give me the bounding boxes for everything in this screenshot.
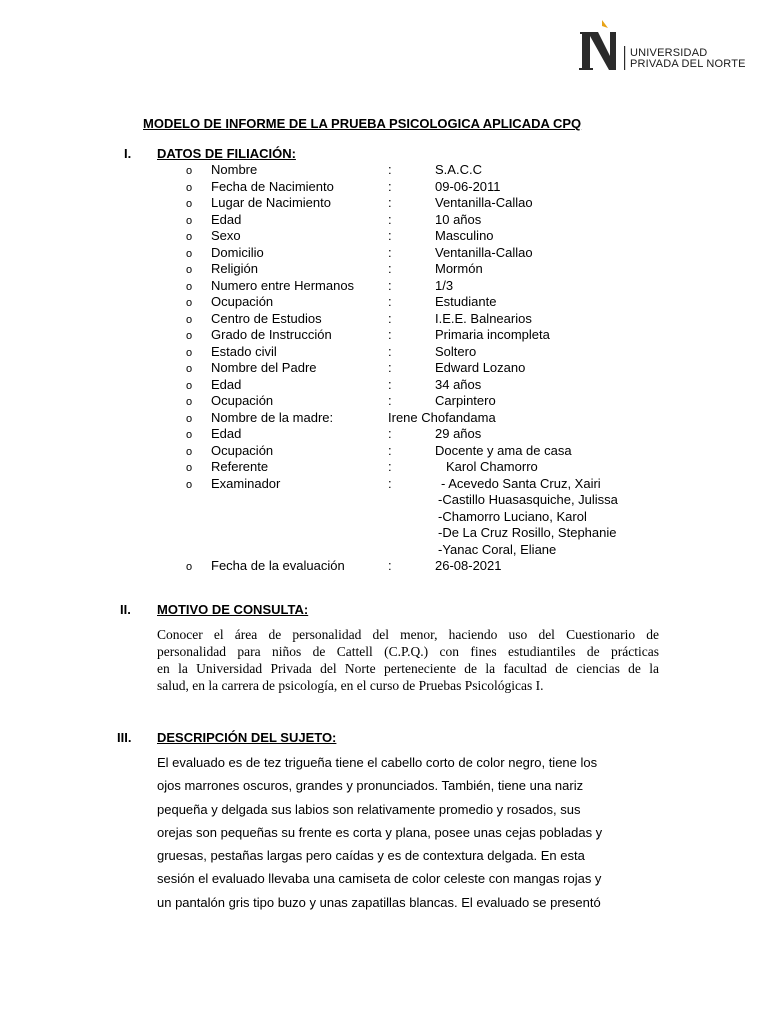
bullet-icon: o <box>186 429 193 441</box>
field-value: Soltero <box>435 343 477 359</box>
field-value: I.E.E. Balnearios <box>435 310 532 326</box>
logo-wordmark <box>630 48 746 70</box>
field-value: Mormón <box>435 261 483 276</box>
section-3-title: DESCRIPCIÓN DEL SUJETO: <box>157 730 337 745</box>
bullet-icon: o <box>186 181 193 194</box>
field-value: Ventanilla-Callao <box>435 244 533 260</box>
field-edad-madre <box>186 426 706 443</box>
field-colon: : <box>388 475 392 491</box>
field-colon: : <box>388 459 392 474</box>
section-2-number: II. <box>120 602 131 617</box>
field-label: Ocupación <box>211 294 274 309</box>
field-colon: : <box>388 327 392 342</box>
field-value: 09-06-2011 <box>435 178 501 194</box>
section-1-title: DATOS DE FILIACIÓN: <box>157 146 296 161</box>
paragraph-line: sesión el evaluado llevaba una camiseta de color celeste con mangas rojas y <box>157 871 602 887</box>
field-colon: : <box>388 277 392 293</box>
examiner-continued <box>186 525 706 542</box>
field-colon: : <box>388 294 392 309</box>
field-label: Examinador <box>211 475 281 491</box>
field-colon: : <box>388 558 392 573</box>
paragraph-line: pequeña y delgada sus labios son relativamente promedio y rosados, sus <box>157 801 581 817</box>
field-label: Nombre <box>211 162 258 177</box>
field-ocupacion-madre <box>186 443 706 460</box>
field-referente <box>186 459 706 476</box>
bullet-icon: o <box>186 379 193 392</box>
field-lugar-nacimiento <box>186 195 706 212</box>
bullet-icon: o <box>186 214 193 227</box>
field-label: Ocupación <box>211 393 274 408</box>
field-edad <box>186 212 706 229</box>
field-colon: : <box>388 426 392 441</box>
field-value: Carpintero <box>435 393 496 408</box>
bullet-icon: o <box>186 363 193 375</box>
field-colon: : <box>388 162 392 177</box>
field-label: Ocupación <box>211 442 274 458</box>
logo-line-1: UNIVERSIDAD <box>630 47 708 59</box>
field-ocupacion-padre <box>186 393 706 410</box>
field-nombre-padre <box>186 360 706 377</box>
bullet-icon: o <box>186 297 193 309</box>
field-value: Ventanilla-Callao <box>435 195 533 210</box>
motivo-paragraph <box>157 626 659 694</box>
bullet-icon: o <box>186 412 193 425</box>
field-colon: : <box>388 343 392 359</box>
bullet-icon: o <box>186 280 193 293</box>
descripcion-paragraph <box>157 751 642 914</box>
field-colon: : <box>388 376 392 392</box>
field-value: 29 años <box>435 426 482 441</box>
logo-line-2: PRIVADA DEL NORTE <box>630 58 746 70</box>
section-2-title: MOTIVO DE CONSULTA: <box>157 602 309 617</box>
field-value: - Acevedo Santa Cruz, Xairi <box>441 475 601 491</box>
bullet-icon: o <box>186 247 193 260</box>
field-colon: : <box>388 178 392 194</box>
field-numero-hermanos <box>186 278 706 295</box>
filiation-list <box>186 162 706 575</box>
field-edad-padre <box>186 377 706 394</box>
paragraph-line: personalidad para niños de Cattell (C.P.Q.) con fines estudiantiles de prácticas <box>157 644 659 659</box>
field-value: Docente y ama de casa <box>435 442 572 458</box>
section-3-number: III. <box>117 730 132 745</box>
bullet-icon: o <box>186 478 193 491</box>
examiner-name: -Castillo Huasasquiche, Julissa <box>438 492 618 507</box>
field-grado-instruccion <box>186 327 706 344</box>
paragraph-line: El evaluado es de tez trigueña tiene el cabello corto de color negro, tiene los <box>157 755 598 770</box>
bullet-icon: o <box>186 313 193 326</box>
field-domicilio <box>186 245 706 262</box>
examiner-name: -Yanac Coral, Eliane <box>438 541 557 557</box>
bullet-icon: o <box>186 462 193 474</box>
field-label: Domicilio <box>211 244 264 260</box>
field-label: Estado civil <box>211 343 277 359</box>
field-colon: : <box>388 393 392 408</box>
field-label: Nombre de la madre: <box>211 409 334 425</box>
bullet-icon: o <box>186 445 193 458</box>
paragraph-line: orejas son pequeñas su frente es corta y plana, posee unas cejas pobladas y <box>157 824 603 840</box>
field-value: Primaria incompleta <box>435 327 550 342</box>
bullet-icon: o <box>186 396 193 408</box>
examiner-name: -De La Cruz Rosillo, Stephanie <box>438 525 617 540</box>
field-religion <box>186 261 706 278</box>
field-label: Referente <box>211 459 269 474</box>
field-label: Nombre del Padre <box>211 360 317 375</box>
field-sexo <box>186 228 706 245</box>
field-label: Religión <box>211 261 258 276</box>
document-title: MODELO DE INFORME DE LA PRUEBA PSICOLOGICA APLICADA CPQ <box>143 116 582 131</box>
field-value: 10 años <box>435 211 482 227</box>
paragraph-line: Conocer el área de personalidad del menor, haciendo uso del Cuestionario de <box>157 627 659 642</box>
field-value: Irene Chofandama <box>388 409 496 425</box>
field-examinador <box>186 476 706 493</box>
field-label: Edad <box>211 426 242 441</box>
field-colon: : <box>388 228 392 243</box>
bullet-icon: o <box>186 330 193 342</box>
field-value: Karol Chamorro <box>446 459 538 474</box>
field-colon: : <box>388 442 392 458</box>
field-label: Fecha de la evaluación <box>211 558 345 573</box>
field-value: S.A.C.C <box>435 162 482 177</box>
paragraph-line: salud, en la carrera de psicología, en el curso de Pruebas Psicológicas I. <box>157 678 544 693</box>
field-centro-estudios <box>186 311 706 328</box>
bullet-icon: o <box>186 264 193 276</box>
field-fecha-evaluacion <box>186 558 706 575</box>
paragraph-line: en la Universidad Privada del Norte perteneciente de la facultad de ciencias de la <box>157 661 659 676</box>
paragraph-line: un pantalón gris tipo buzo y unas zapatillas blancas. El evaluado se presentó <box>157 894 601 910</box>
field-colon: : <box>388 244 392 260</box>
field-nombre <box>186 162 706 179</box>
field-label: Centro de Estudios <box>211 310 322 326</box>
bullet-icon: o <box>186 231 193 243</box>
examiner-continued <box>186 492 706 509</box>
field-colon: : <box>388 310 392 326</box>
field-value: 26-08-2021 <box>435 558 502 573</box>
examiner-continued <box>186 542 706 559</box>
field-ocupacion <box>186 294 706 311</box>
field-colon: : <box>388 360 392 375</box>
field-fecha-nacimiento <box>186 179 706 196</box>
field-label: Numero entre Hermanos <box>211 277 355 293</box>
field-label: Sexo <box>211 228 241 243</box>
university-logo <box>578 18 748 74</box>
field-label: Edad <box>211 376 242 392</box>
field-label: Lugar de Nacimiento <box>211 195 331 210</box>
field-colon: : <box>388 211 392 227</box>
examiner-continued <box>186 509 706 526</box>
upn-logo-icon <box>578 18 622 74</box>
bullet-icon: o <box>186 165 193 177</box>
bullet-icon: o <box>186 561 193 573</box>
field-nombre-madre <box>186 410 706 427</box>
bullet-icon: o <box>186 346 193 359</box>
paragraph-line: ojos marrones oscuros, grandes y pronunciados. También, tiene una nariz <box>157 778 584 794</box>
field-value: 34 años <box>435 376 482 392</box>
field-value: Masculino <box>435 228 494 243</box>
paragraph-line: gruesas, pestañas largas pero caídas y es de contextura delgada. En esta <box>157 848 585 864</box>
examiner-name: -Chamorro Luciano, Karol <box>438 508 587 524</box>
field-colon: : <box>388 261 392 276</box>
field-label: Grado de Instrucción <box>211 327 332 342</box>
field-value: Estudiante <box>435 294 497 309</box>
field-colon: : <box>388 195 392 210</box>
bullet-icon: o <box>186 198 193 210</box>
section-1-number: I. <box>124 146 132 161</box>
field-estado-civil <box>186 344 706 361</box>
field-label: Edad <box>211 211 242 227</box>
field-label: Fecha de Nacimiento <box>211 178 334 194</box>
field-value: Edward Lozano <box>435 360 526 375</box>
field-value: 1/3 <box>435 277 454 293</box>
